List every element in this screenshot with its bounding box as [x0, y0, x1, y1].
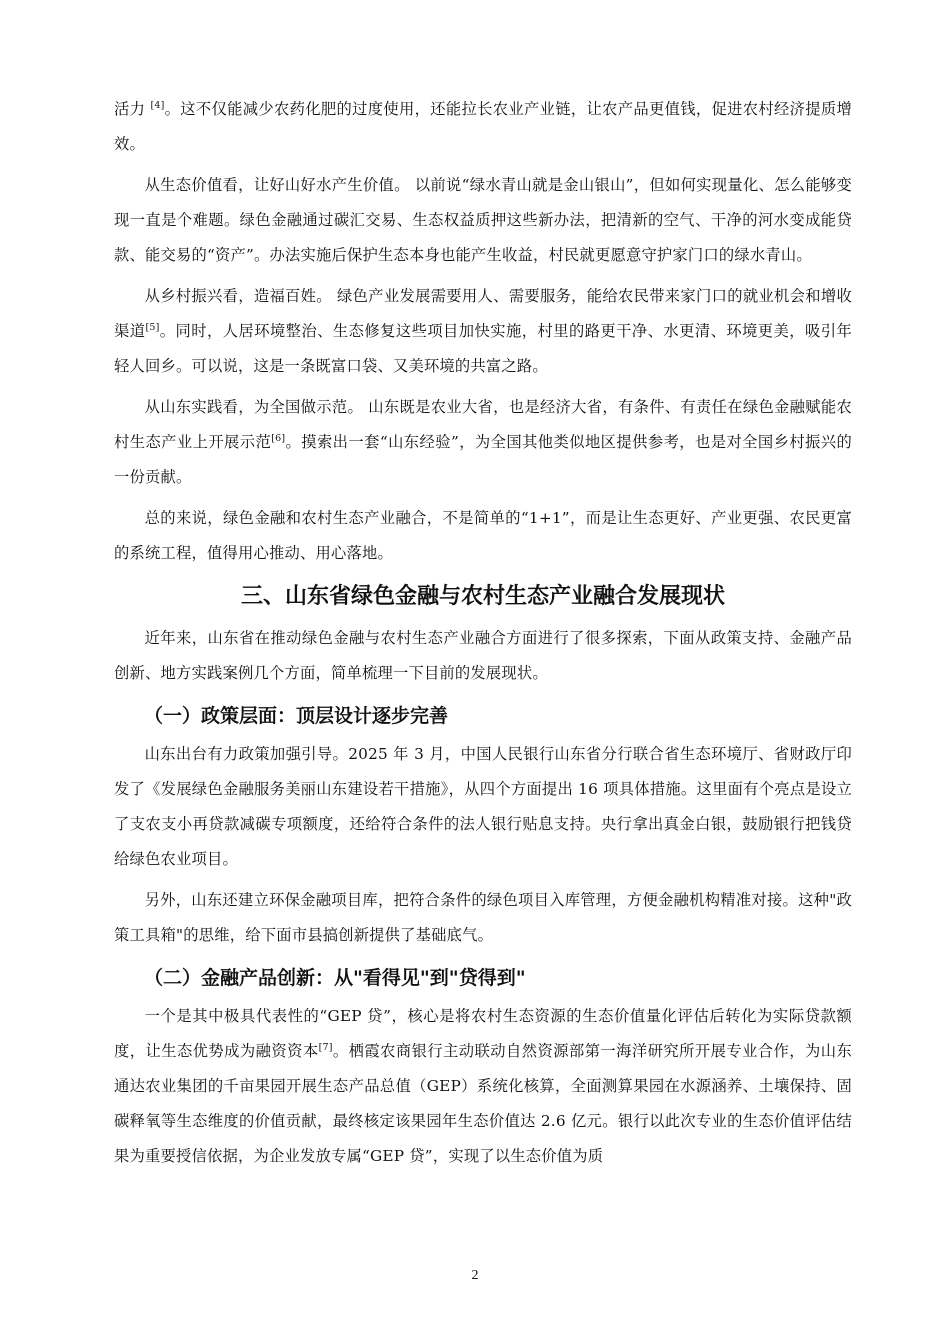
section-heading: 三、山东省绿色金融与农村生态产业融合发展现状	[240, 584, 725, 609]
paragraph-text: 从生态价值看，让好山好水产生价值。 以前说“绿水青山就是金山银山”，但如何实现量化、怎么能够变现一直是个难题。绿色金融通过碳汇交易、生态权益质押这些新办法，把清新的空气、干净的河水变成能贷款、能交易的“资产”。办法实施后保护生态本身也能产生收益，村民就更愿意守护家门口的绿水青山。	[114, 176, 852, 264]
page-body	[114, 92, 852, 1180]
paragraph-ecological-value	[114, 168, 852, 273]
page-number: 2	[471, 1268, 479, 1283]
subsection-heading-policy: （一）政策层面：顶层设计逐步完善	[144, 705, 449, 727]
paragraph-text: 总的来说，绿色金融和农村生态产业融合，不是简单的“1+1”，而是让生态更好、产业更强、农民更富的系统工程，值得用心推动、用心落地。	[114, 509, 852, 562]
citation-ref[interactable]: [4]	[150, 99, 165, 111]
paragraph-gep-loan	[114, 999, 852, 1174]
paragraph-policy-1: 山东出台有力政策加强引导。2025 年 3 月，中国人民银行山东省分行联合省生态环境厅、省财政厅印发了《发展绿色金融服务美丽山东建设若干措施》，从四个方面提出 16 项具体措施。这里面有个亮点是设立了支农支小再贷款减碳专项额度，还给符合条件的法人银行贴息支持。央行拿出真金白银，鼓励银行把钱贷给绿色农业项目。	[114, 745, 852, 868]
paragraph-text: 。这不仅能减少农药化肥的过度使用，还能拉长农业产业链，让农产品更值钱，促进农村经济提质增效。	[114, 100, 852, 153]
paragraph-text: 从山东实践看，为全国做示范。 山东既是农业大省，也是经济大省，有条件、有责任在绿色金融赋能农村生态产业上开展示范	[114, 398, 852, 451]
paragraph-text: 活力	[114, 100, 151, 118]
paragraph-text: 一个是其中极具代表性的“GEP 贷”，核心是将农村生态资源的生态价值量化评估后转化为实际贷款额度，让生态优势成为融资资本	[114, 1007, 852, 1060]
citation-ref[interactable]: [5]	[145, 321, 160, 333]
citation-ref[interactable]: [7]	[318, 1041, 333, 1053]
subsection-heading-products: （二）金融产品创新：从"看得见"到"贷得到"	[144, 967, 526, 989]
paragraph-text: 。栖霞农商银行主动联动自然资源部第一海洋研究所开展专业合作，为山东通达农业集团的千亩果园开展生态产品总值（GEP）系统化核算，全面测算果园在水源涵养、土壤保持、固碳释氧等生态维度的价值贡献，最终核定该果园年生态价值达 2.6 亿元。银行以此次专业的生态价值评估结果为重要授信依据，为企业发放专属“GEP 贷”，实现了以生态价值为质	[114, 1042, 852, 1165]
paragraph-policy-2: 另外，山东还建立环保金融项目库，把符合条件的绿色项目入库管理，方便金融机构精准对接。这种"政策工具箱"的思维，给下面市县搞创新提供了基础底气。	[114, 891, 852, 944]
paragraph-section-intro: 近年来，山东省在推动绿色金融与农村生态产业融合方面进行了很多探索，下面从政策支持、金融产品创新、地方实践案例几个方面，简单梳理一下目前的发展现状。	[114, 629, 852, 682]
citation-ref[interactable]: [6]	[271, 432, 286, 444]
paragraph-shandong-practice	[114, 390, 852, 495]
paragraph-continuation	[114, 92, 852, 162]
paragraph-summary	[114, 501, 852, 571]
paragraph-text: 。摸索出一套“山东经验”，为全国其他类似地区提供参考，也是对全国乡村振兴的一份贡献。	[114, 433, 852, 486]
paragraph-rural-revitalization	[114, 279, 852, 384]
paragraph-text: 。同时，人居环境整治、生态修复这些项目加快实施，村里的路更干净、水更清、环境更美，吸引年轻人回乡。可以说，这是一条既富口袋、又美环境的共富之路。	[114, 322, 852, 375]
paragraph-text: 从乡村振兴看，造福百姓。 绿色产业发展需要用人、需要服务，能给农民带来家门口的就业机会和增收渠道	[114, 287, 852, 340]
